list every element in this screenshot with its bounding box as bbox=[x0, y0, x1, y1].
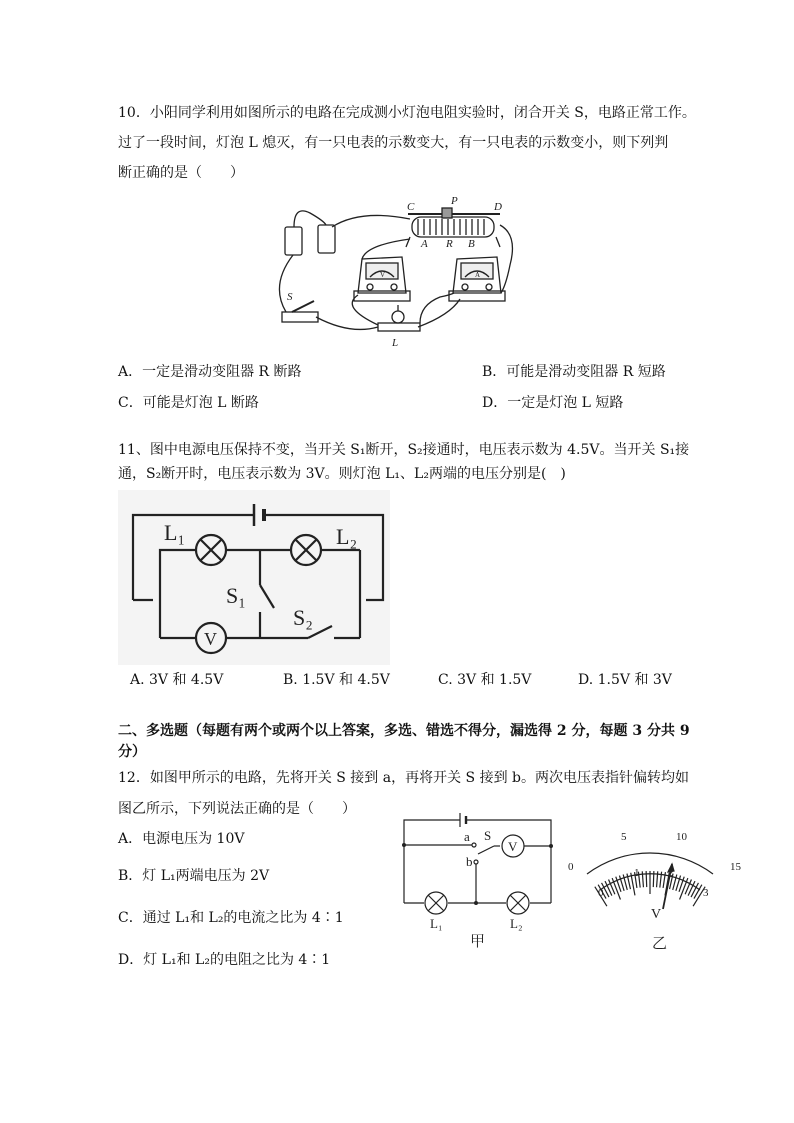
label-s2: S₂ bbox=[293, 605, 313, 630]
section2-heading-line2: 分） bbox=[118, 744, 146, 760]
voltmeter-label-v: V bbox=[508, 839, 518, 854]
q12-option-c: C．通过 L₁和 L₂的电流之比为 4∶1 bbox=[118, 910, 344, 926]
dial-tick bbox=[646, 871, 647, 887]
q11-option-a: A. 3V 和 4.5V bbox=[130, 672, 224, 688]
lamp-l2 bbox=[507, 892, 529, 914]
label-l1: L₁ bbox=[430, 916, 443, 931]
label-p: P bbox=[451, 195, 458, 207]
q11-option-b: B. 1.5V 和 4.5V bbox=[283, 672, 390, 688]
q11-stem-line2: 通，S₂断开时，电压表示数为 3V。则灯泡 L₁、L₂两端的电压分别是( ) bbox=[118, 466, 566, 482]
q12-stem-line1: 12．如图甲所示的电路，先将开关 S 接到 a，再将开关 S 接到 b。两次电压表指针偏转均如 bbox=[118, 770, 690, 786]
label-l: L bbox=[392, 337, 399, 349]
label-l1: L₁ bbox=[164, 520, 186, 545]
q12-option-d: D．灯 L₁和 L₂的电阻之比为 4∶1 bbox=[118, 952, 331, 968]
scale-top-10: 10 bbox=[676, 831, 687, 843]
q10-option-c: C．可能是灯泡 L 断路 bbox=[118, 395, 259, 411]
section2-heading-line1: 二、多选题（每题有两个或两个以上答案，多选、错选不得分，漏选得 2 分，每题 3 分共 9 bbox=[118, 723, 690, 739]
scale-bottom-3: 3 bbox=[703, 887, 709, 899]
scale-top-0: 0 bbox=[568, 861, 574, 873]
q11-circuit-figure bbox=[118, 490, 390, 665]
q10-circuit-figure bbox=[270, 195, 520, 350]
label-a: a bbox=[464, 829, 470, 844]
q10-option-d: D．一定是灯泡 L 短路 bbox=[482, 395, 624, 411]
scale-bottom-2: 2 bbox=[668, 867, 674, 879]
voltmeter-face-label: V bbox=[380, 271, 386, 279]
q12-circuit-jia bbox=[398, 808, 558, 953]
voltmeter bbox=[354, 257, 410, 301]
caption-jia: 甲 bbox=[470, 934, 486, 950]
label-b: b bbox=[466, 854, 473, 869]
label-d: D bbox=[494, 201, 502, 213]
scale-bottom-1: 1 bbox=[634, 867, 640, 879]
caption-yi: 乙 bbox=[652, 936, 668, 951]
dial-unit-v: V bbox=[651, 907, 662, 922]
ammeter bbox=[449, 257, 505, 301]
q12-voltmeter-dial-yi bbox=[560, 826, 750, 951]
scale-top-5: 5 bbox=[621, 831, 627, 843]
scale-top-15: 15 bbox=[730, 861, 741, 873]
q11-option-c: C. 3V 和 1.5V bbox=[438, 672, 532, 688]
battery-cell-1 bbox=[285, 227, 302, 255]
battery-cell-2 bbox=[318, 225, 335, 253]
dial-tick bbox=[680, 878, 688, 899]
label-voltmeter-v: V bbox=[204, 629, 217, 649]
label-l2: L₂ bbox=[510, 916, 523, 931]
q10-option-b: B．可能是滑动变阻器 R 短路 bbox=[482, 364, 666, 380]
switch-s bbox=[282, 301, 318, 322]
dial-tick bbox=[653, 871, 654, 887]
label-s1: S₁ bbox=[226, 583, 246, 608]
label-s: S bbox=[287, 291, 293, 303]
lamp-l1 bbox=[425, 892, 447, 914]
label-c: C bbox=[407, 201, 415, 213]
label-b: B bbox=[468, 238, 475, 250]
q10-stem-line1: 10．小阳同学利用如图所示的电路在完成测小灯泡电阻实验时，闭合开关 S，电路正常工作。 bbox=[118, 105, 696, 121]
switch-s-blade bbox=[478, 846, 494, 854]
scale-bottom-0: 0 bbox=[598, 887, 604, 899]
label-r: R bbox=[446, 238, 453, 250]
dial-ticks bbox=[595, 871, 705, 906]
q10-stem-line3: 断正确的是（ ） bbox=[118, 165, 244, 181]
dial-tick bbox=[612, 878, 620, 899]
label-l2: L₂ bbox=[336, 524, 358, 549]
q11-stem-line1: 11、图中电源电压保持不变，当开关 S₁断开，S₂接通时，电压表示数为 4.5V。当开关 S₁接 bbox=[118, 442, 690, 458]
q12-stem-line2: 图乙所示，下列说法正确的是（ ） bbox=[118, 801, 356, 817]
q10-stem-line2: 过了一段时间，灯泡 L 熄灭，有一只电表的示数变大，有一只电表的示数变小，则下列判 bbox=[118, 135, 669, 151]
label-a: A bbox=[421, 238, 428, 250]
q12-option-b: B．灯 L₁两端电压为 2V bbox=[118, 868, 270, 884]
ammeter-face-label: A bbox=[475, 271, 481, 279]
q11-option-d: D. 1.5V 和 3V bbox=[578, 672, 672, 688]
dial-outer-arc bbox=[587, 853, 713, 874]
lamp-l bbox=[378, 305, 420, 331]
q12-option-a: A．电源电压为 10V bbox=[118, 831, 245, 847]
label-s: S bbox=[484, 828, 492, 843]
q10-option-a: A．一定是滑动变阻器 R 断路 bbox=[118, 364, 302, 380]
